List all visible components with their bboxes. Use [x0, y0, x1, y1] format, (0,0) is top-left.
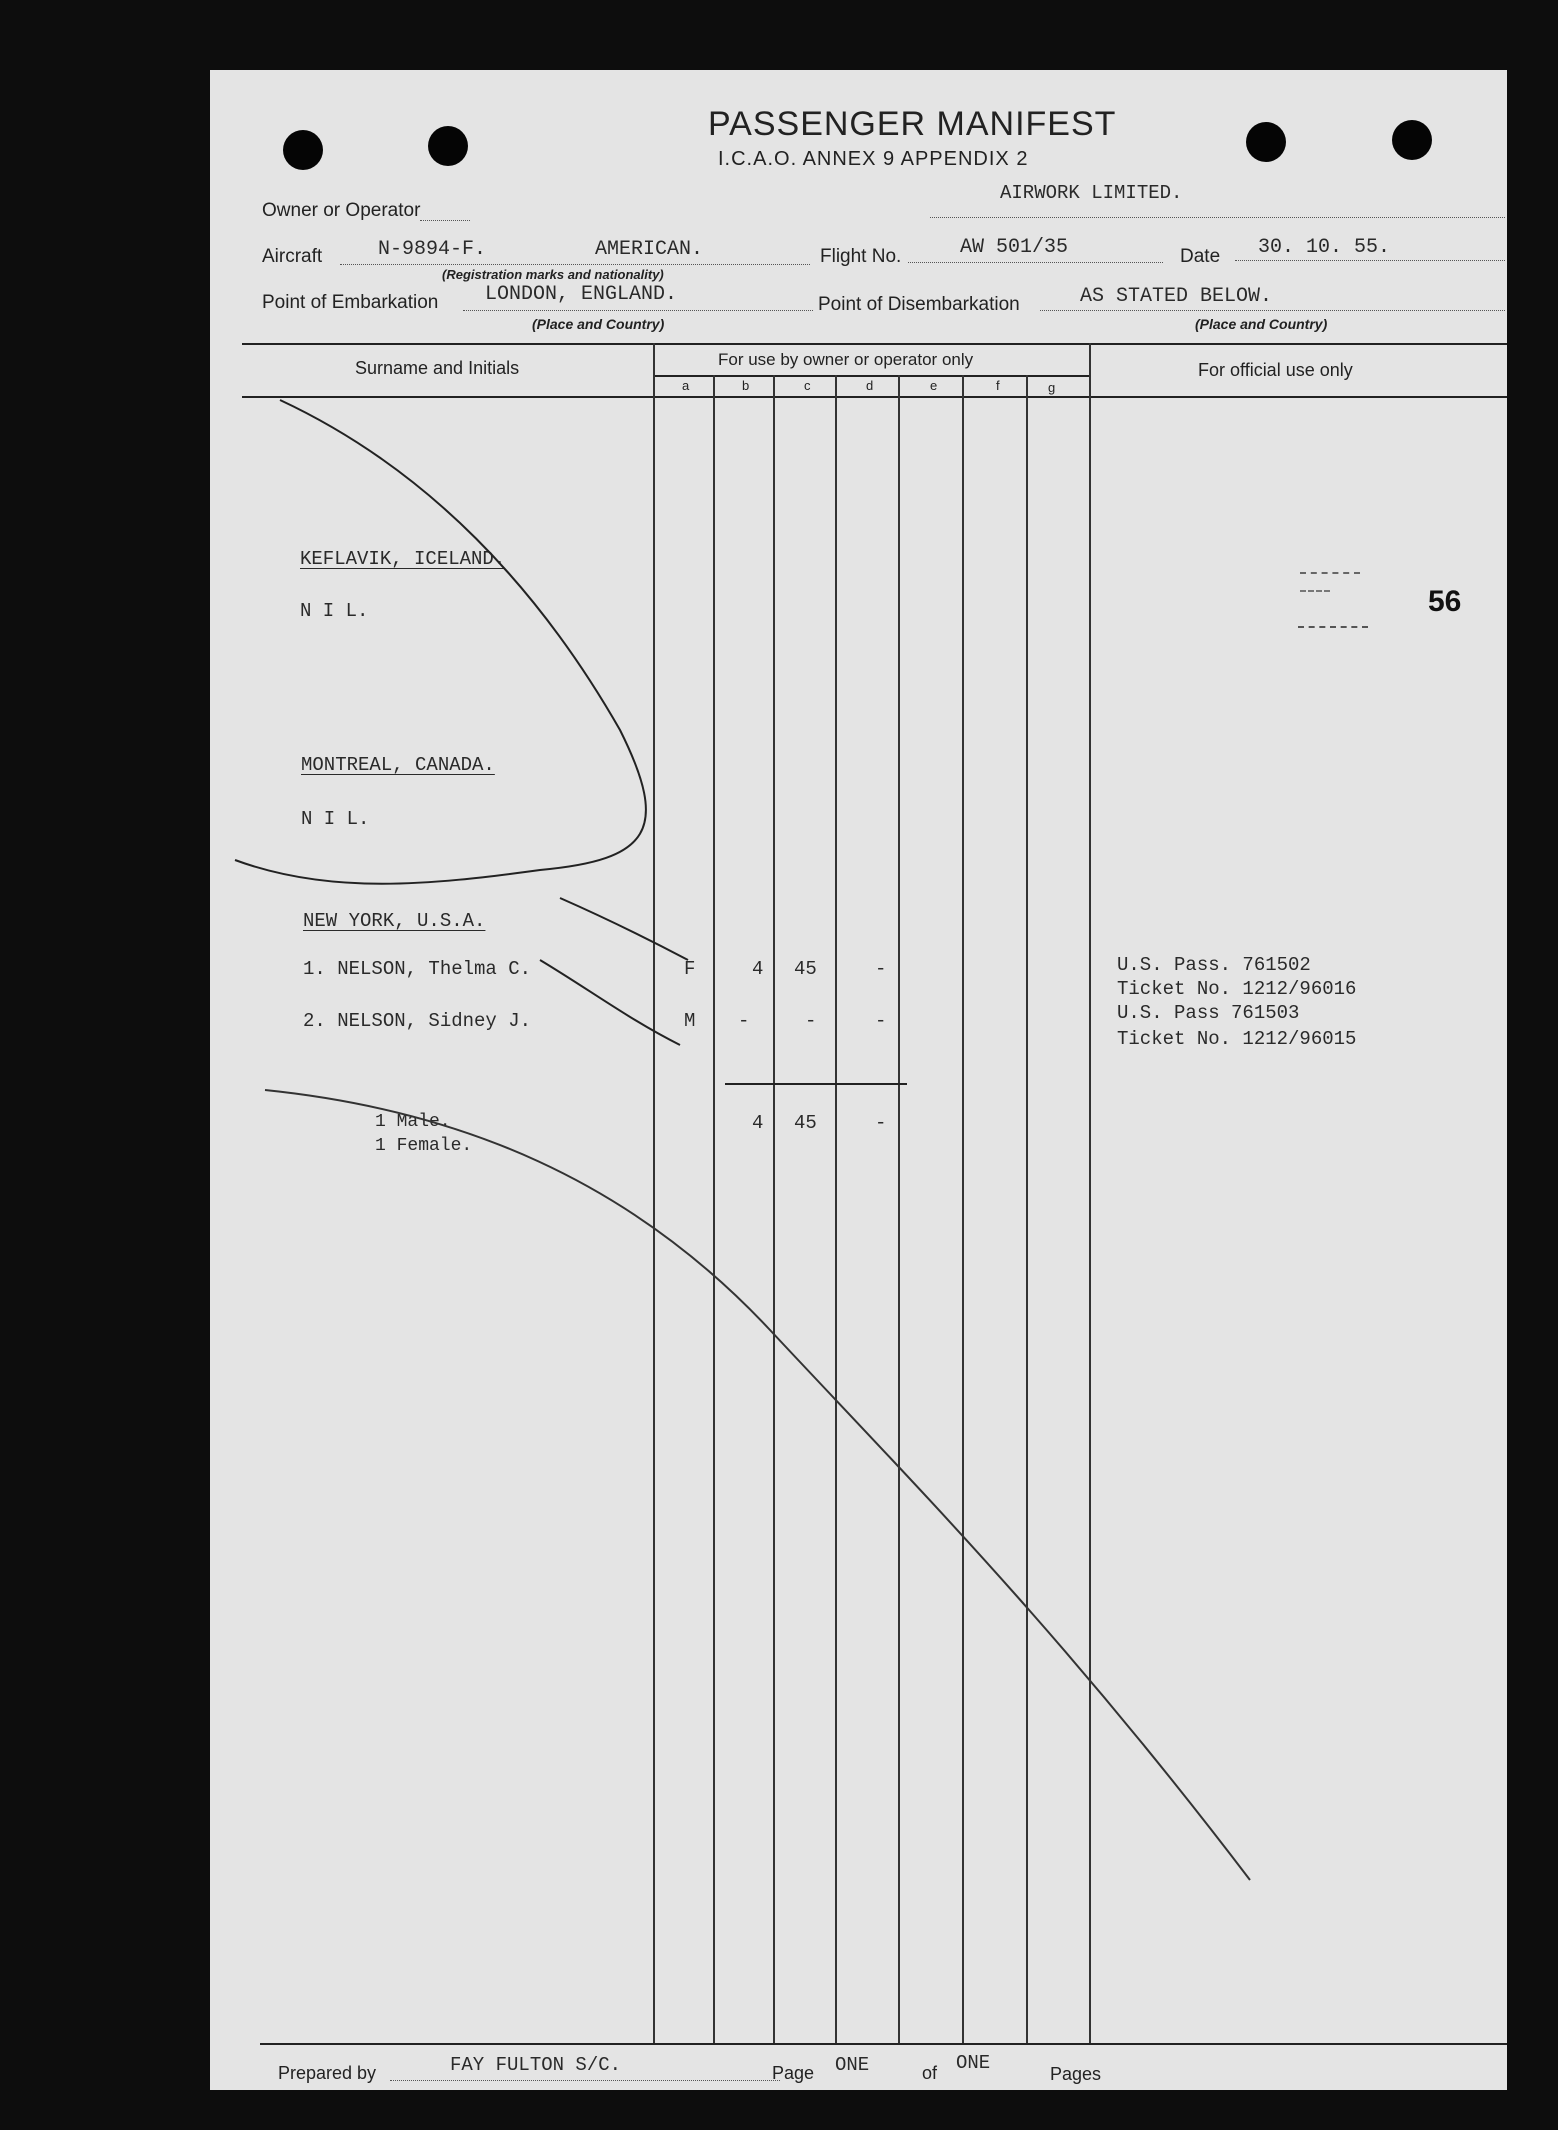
col-official: For official use only	[1198, 360, 1353, 380]
subcol-c: c	[804, 378, 811, 393]
flight-value: AW 501/35	[960, 236, 1069, 259]
passenger-name: 2. NELSON, Sidney J.	[303, 1010, 532, 1032]
aircraft-nationality: AMERICAN.	[595, 238, 704, 261]
col-owner: For use by owner or operator only	[718, 350, 974, 369]
newyork-heading: NEW YORK, U.S.A.	[303, 910, 486, 932]
pages-label: Pages	[1050, 2064, 1102, 2084]
embark-value: LONDON, ENGLAND.	[485, 283, 678, 306]
totals-female: 1 Female.	[375, 1136, 473, 1156]
keflavik-nil: N I L.	[300, 600, 369, 622]
tick-stroke	[540, 960, 680, 1045]
aircraft-label: Aircraft	[262, 246, 323, 267]
pen-strokes	[210, 70, 1507, 2090]
totals-male: 1 Male.	[375, 1112, 451, 1132]
embark-note: (Place and Country)	[532, 316, 665, 332]
owner-label: Owner or Operator	[262, 200, 421, 221]
cancel-loop-stroke	[235, 400, 646, 884]
subcol-f: f	[996, 378, 1000, 393]
date-value: 30. 10. 55.	[1258, 236, 1391, 259]
montreal-heading: MONTREAL, CANADA.	[301, 754, 495, 776]
passenger-passport: U.S. Pass 761503	[1117, 1002, 1300, 1024]
margin-number: 56	[1428, 585, 1462, 618]
montreal-nil: N I L.	[301, 808, 370, 830]
disembark-value: AS STATED BELOW.	[1080, 285, 1273, 308]
passenger-ticket: Ticket No. 1212/96016	[1117, 978, 1357, 1000]
passenger-c: -	[805, 1010, 817, 1032]
page-value: ONE	[835, 2054, 870, 2076]
page-label: Page	[772, 2063, 815, 2083]
passenger-d: -	[875, 958, 887, 980]
passenger-b: 4	[752, 958, 764, 980]
manifest-sheet	[210, 70, 1507, 2090]
date-label: Date	[1180, 246, 1221, 267]
passenger-sex: F	[684, 958, 696, 980]
passenger-b: -	[738, 1010, 750, 1032]
page-subtitle: I.C.A.O. ANNEX 9 APPENDIX 2	[718, 148, 1029, 170]
prepared-value: FAY FULTON S/C.	[450, 2054, 622, 2076]
flight-label: Flight No.	[820, 246, 902, 267]
embark-label: Point of Embarkation	[262, 292, 439, 313]
subcol-d: d	[866, 378, 874, 393]
totals-b: 4	[752, 1112, 764, 1134]
col-surname: Surname and Initials	[355, 358, 520, 378]
prepared-label: Prepared by	[278, 2063, 377, 2083]
disembark-note: (Place and Country)	[1195, 316, 1328, 332]
subcol-b: b	[742, 378, 750, 393]
subcol-e: e	[930, 378, 938, 393]
page-title: PASSENGER MANIFEST	[708, 105, 1117, 143]
footer-rule	[260, 2043, 1507, 2045]
tick-stroke	[560, 898, 688, 960]
aircraft-reg: N-9894-F.	[378, 238, 487, 261]
passenger-c: 45	[794, 958, 817, 980]
passenger-name: 1. NELSON, Thelma C.	[303, 958, 532, 980]
passenger-d: -	[875, 1010, 887, 1032]
subcol-a: a	[682, 378, 690, 393]
totals-d: -	[875, 1112, 887, 1134]
of-value: ONE	[956, 2052, 991, 2074]
passenger-sex: M	[684, 1010, 696, 1032]
totals-c: 45	[794, 1112, 817, 1134]
disembark-label: Point of Disembarkation	[818, 294, 1020, 315]
subcol-g: g	[1048, 380, 1056, 395]
cancel-diagonal-stroke	[265, 1090, 1250, 1880]
of-label: of	[922, 2063, 938, 2083]
aircraft-note: (Registration marks and nationality)	[442, 267, 664, 282]
prepared-dotline	[390, 2080, 780, 2081]
keflavik-heading: KEFLAVIK, ICELAND.	[300, 548, 506, 570]
passenger-ticket: Ticket No. 1212/96015	[1117, 1028, 1357, 1050]
owner-value: AIRWORK LIMITED.	[1000, 182, 1183, 204]
passenger-passport: U.S. Pass. 761502	[1117, 954, 1311, 976]
